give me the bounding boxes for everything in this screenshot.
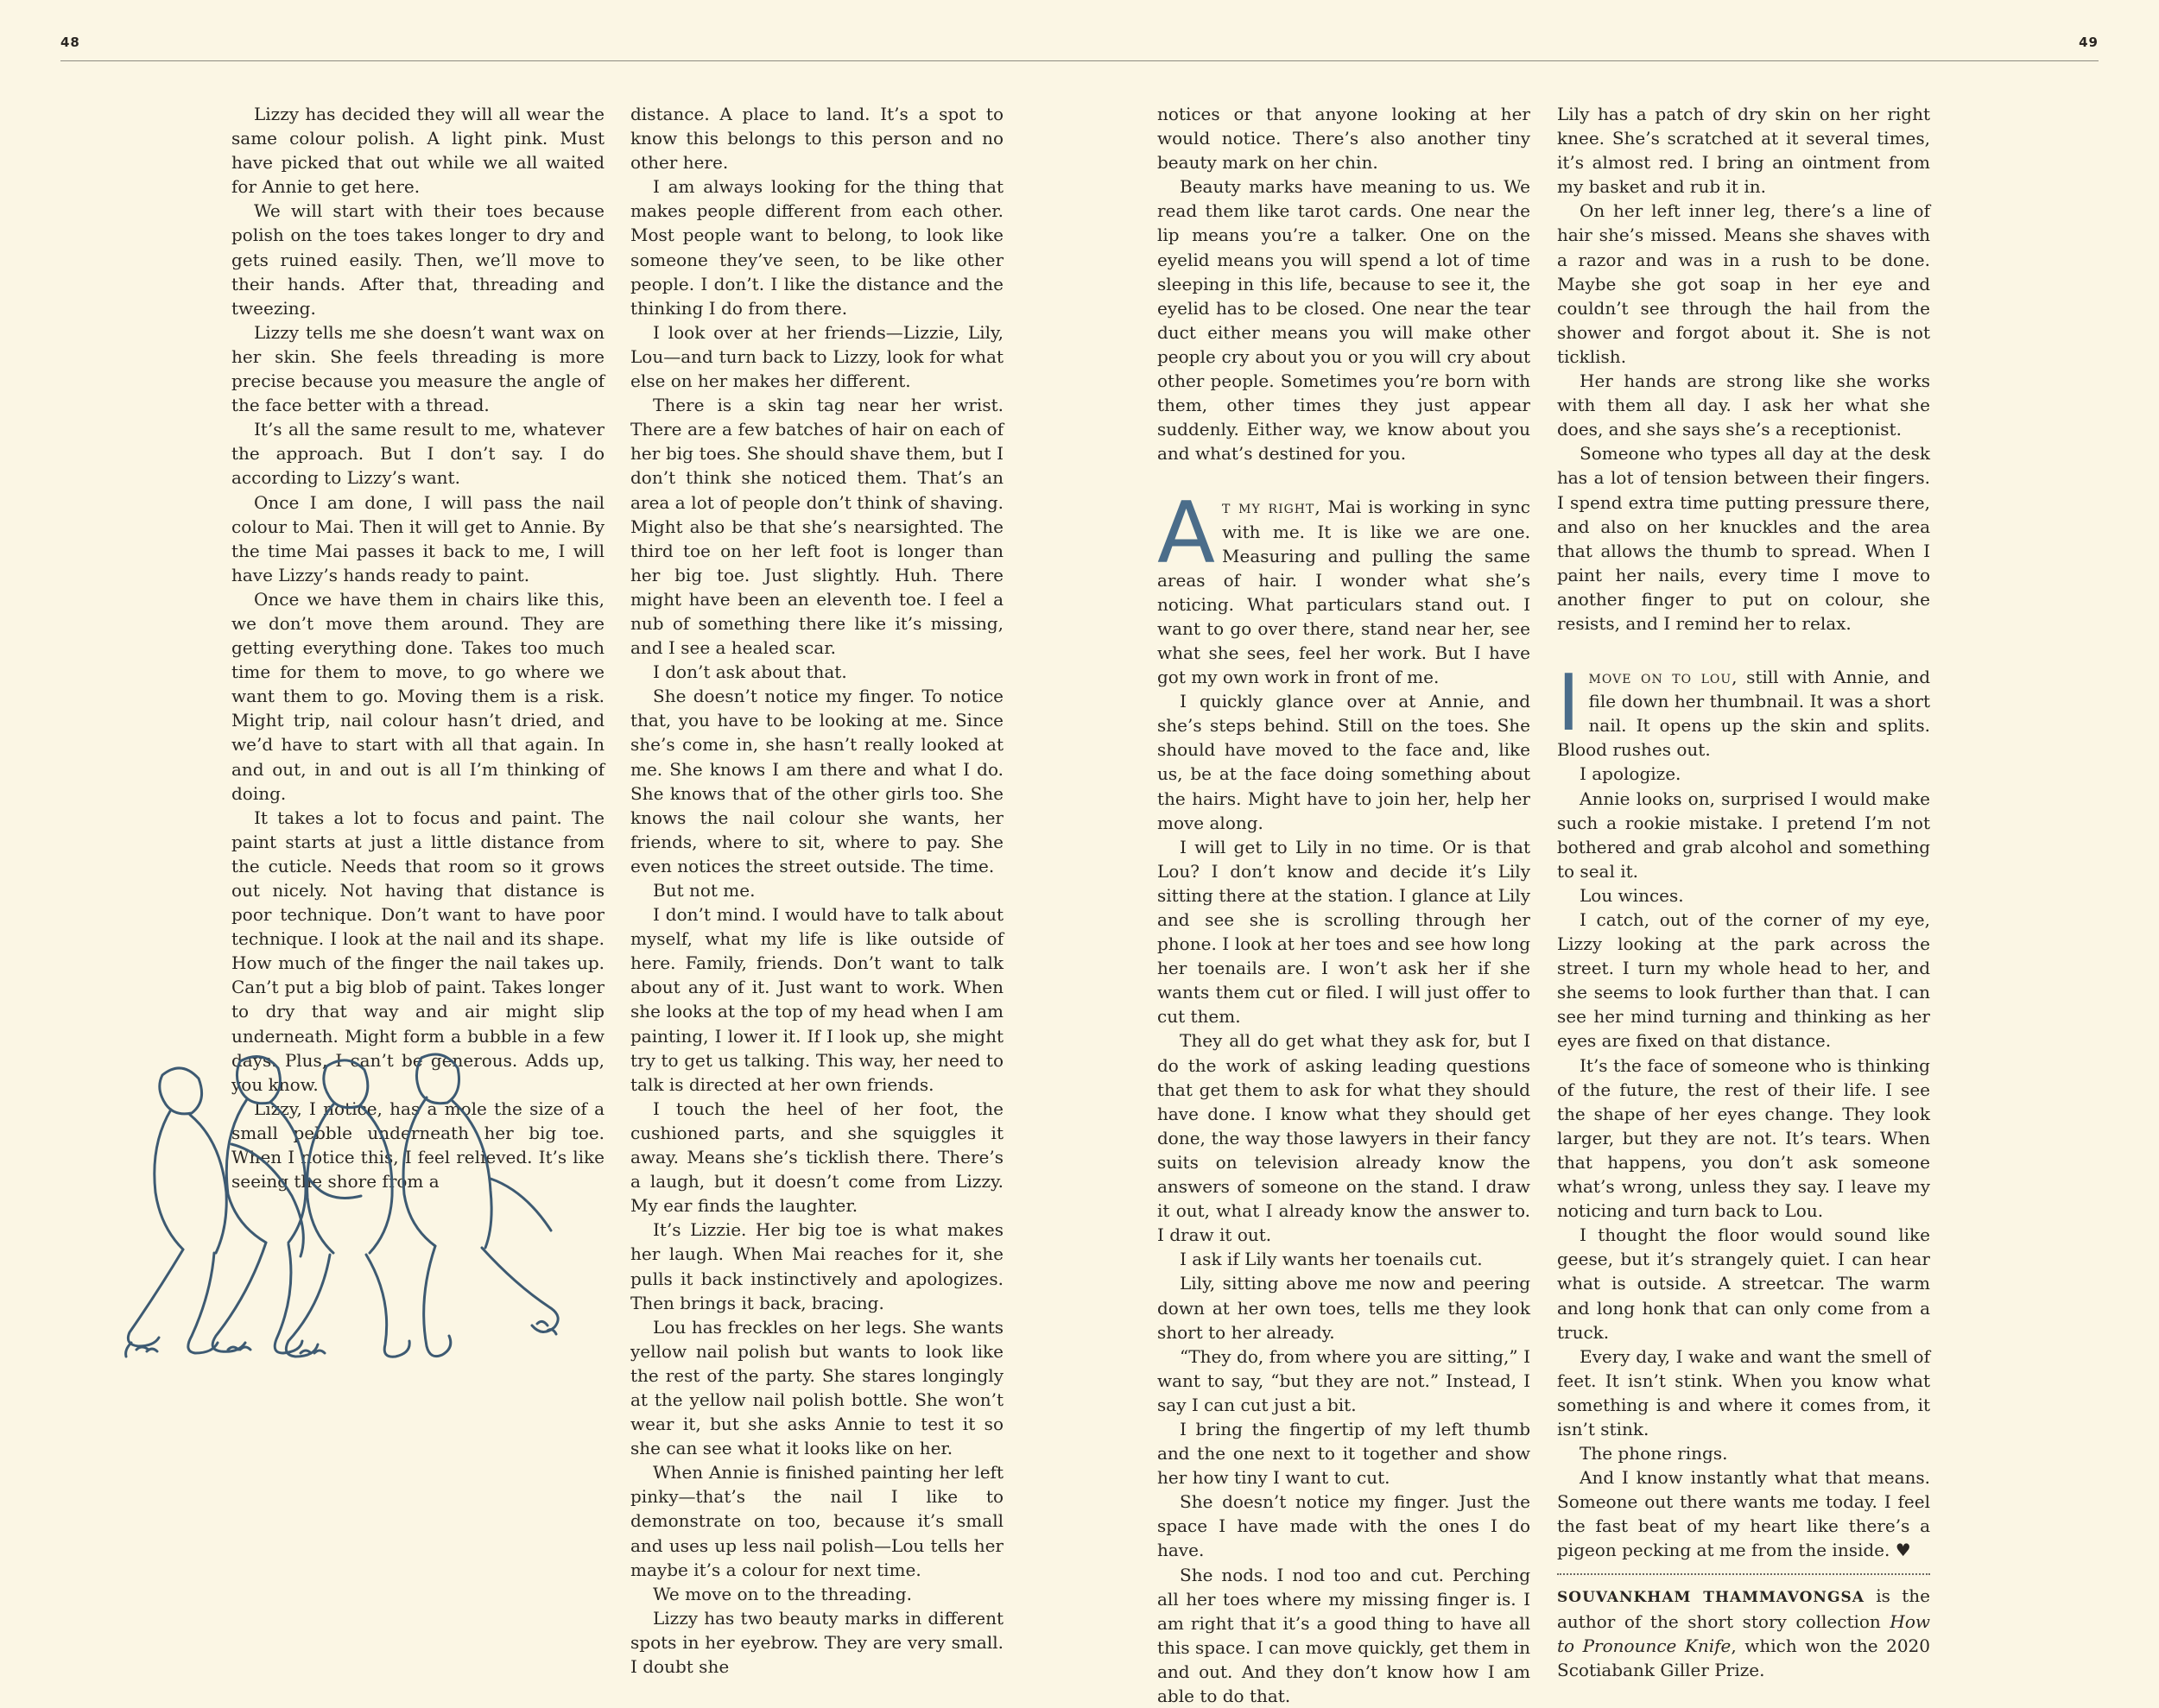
paragraph: They all do get what they ask for, but I do the work of asking leading questions that get them to ask for what they should have done. I know what they should get done, the way those lawyers in their fancy suits on television already know the answers of someone on the stand. I draw it out, what I already know the answer to. I draw it out. (1157, 1030, 1530, 1246)
paragraph: Lou has freckles on her legs. She wants yellow nail polish but wants to look like the rest of the party. She stares longingly at the yellow nail polish bottle. She won’t wear it, but she asks Annie to test it so she can see what it looks like on her. (630, 1316, 1004, 1459)
paragraph: Lily has a patch of dry skin on her right knee. She’s scratched at it several times, it’s almost red. I bring an ointment from my basket and rub it in. (1557, 104, 1930, 198)
paragraph: Once we have them in chairs like this, we don’t move them around. They are getting everything done. Takes too much time for them to move, to go where we want them to go. Moving them is a risk. Might trip, nail colour hasn’t dried, and we’d have to start with all that again. In and out, in and out is all I’m thinking of doing. (231, 588, 605, 804)
author-name: SOUVANKHAM THAMMAVONGSA (1557, 1588, 1865, 1606)
paragraph: Someone who types all day at the desk has a lot of tension between their fingers. I spend extra time putting pressure there, and also on her knuckles and the area that allows the thumb to spread. When I paint her nails, every time I move to another finger to put on colour, she resists, and I remind her to relax. (1557, 443, 1930, 634)
paragraph: Beauty marks have meaning to us. We read them like tarot cards. One near the lip means you’re a talker. One on the eyelid means you will spend a lot of time sleeping in this life, because to see it, the eyelid has to be closed. One near the tear duct either means you will make other people cry about you or you will cry about other people. Sometimes you’re born with them, other times they just appear suddenly. Either way, we know about you and what’s destined for you. (1157, 176, 1530, 465)
bio-text: , which won the 2020 Scotiabank Giller Prize. (1557, 1635, 1931, 1680)
paragraph: Lizzy has two beauty marks in different spots in her eyebrow. They are very small. I doubt she (630, 1607, 1004, 1677)
section-opening-paragraph (1557, 658, 1930, 762)
article-column-1 (231, 102, 605, 1193)
paragraph: I am always looking for the thing that makes people different from each other. Most people want to belong, to look like someone they’ve seen, to be like other people. I don’t. I like the distance and the thinking I do from there. (630, 176, 1004, 319)
paragraph: Her hands are strong like she works with them all day. I ask her what she does, and she says she’s a receptionist. (1557, 370, 1930, 440)
paragraph: And I know instantly what that means. Someone out there wants me today. I feel the fast beat of my heart like there’s a pigeon pecking at me from the inside. ♥ (1557, 1467, 1930, 1561)
women-line-illustration (111, 1049, 594, 1412)
paragraph: Every day, I wake and want the smell of feet. It isn’t stink. When you know what something is and where it comes from, it isn’t stink. (1557, 1345, 1930, 1439)
paragraph: I apologize. (1580, 763, 1681, 785)
paragraph: She nods. I nod too and cut. Perching all her toes where my missing finger is. I am right that it’s a good thing to have all this space. I can move quickly, get them in and out. And they don’t know how I am able to do that. (1157, 1564, 1530, 1706)
page-number-right: 49 (2079, 35, 2099, 50)
paragraph: But not me. (653, 880, 756, 901)
paragraph: I quickly glance over at Annie, and she’s steps behind. Still on the toes. She should have moved to the face and, like us, be at the face doing something about the hairs. Might have to join her, help her move along. (1157, 691, 1530, 833)
paragraph: There is a skin tag near her wrist. There are a few batches of hair on each of her big toes. She should shave them, but I don’t think she noticed them. That’s an area a lot of people don’t think of shaving. Might also be that she’s nearsighted. The third toe on her left foot is longer than her big toe. Just slightly. Huh. There might have been an eleventh toe. I feel a nub of something there like it’s missing, and I see a healed scar. (630, 395, 1004, 659)
paragraph: Once I am done, I will pass the nail colour to Mai. Then it will get to Annie. By the time Mai passes it back to me, I will have Lizzy’s hands ready to paint. (231, 491, 605, 585)
paragraph-text: still with Annie, and file down her thumbnail. It was a short nail. It opens up the skin and splits. Blood rushes out. (1557, 667, 1930, 761)
paragraph-text: Mai is working in sync with me. It is like we are one. Measuring and pulling the same areas of hair. I wonder what she’s noticing. What particulars stand out. I want to go over there, stand near her, see what she sees, feel her work. But I have got my own work in front of me. (1157, 497, 1530, 688)
header-rule (60, 60, 2099, 61)
page-number-left: 48 (60, 35, 80, 50)
paragraph: When Annie is finished painting her left pinky—that’s the nail I like to demonstrate on too, because it’s small and uses up less nail polish—Lou tells her maybe it’s a colour for next time. (630, 1462, 1004, 1580)
article-column-2 (630, 102, 1004, 1679)
paragraph: The phone rings. (1580, 1443, 1728, 1464)
paragraph: I catch, out of the corner of my eye, Lizzy looking at the park across the street. I turn my whole head to her, and she seems to look further than that. I can see her mind turning and thinking as her eyes are fixed on that distance. (1557, 909, 1930, 1052)
paragraph: It’s all the same result to me, whatever the approach. But I don’t say. I do according to Lizzy’s want. (231, 419, 605, 489)
section-opening-paragraph (1157, 484, 1530, 689)
drop-cap: A (1157, 484, 1216, 584)
paragraph: Lizzy, I notice, has a mole the size of a small pebble underneath her big toe. When I notice this, I feel relieved. It’s like seeing the shore from a (231, 1098, 605, 1192)
paragraph: I don’t ask about that. (653, 661, 847, 683)
author-bio (1557, 1584, 1930, 1682)
paragraph: She doesn’t notice my finger. To notice that, you have to be looking at me. Since she’s come in, she hasn’t really looked at me. She knows I am there and what I do. She knows that of the other girls too. She knows the nail colour she wants, her friends, where to sit, where to pay. She even notices the street outside. The time. (630, 686, 1004, 876)
paragraph: It takes a lot to focus and paint. The paint starts at just a little distance from the cuticle. Needs that room so it grows out nicely. Not having that distance is poor technique. Don’t want to have poor technique. I look at the nail and its shape. How much of the finger the nail takes up. Can’t put a big blob of paint. Takes longer to dry that way and air might slip underneath. Might form a bubble in a few days. Plus, I can’t be generous. Adds up, you know. (231, 807, 605, 1095)
small-caps-lead: move on to lou, (1588, 667, 1738, 688)
article-column-3 (1157, 102, 1530, 1708)
paragraph: We will start with their toes because polish on the toes takes longer to dry and gets ruined easily. Then, we’ll move to their hands. After that, threading and tweezing. (231, 200, 605, 319)
bio-divider (1557, 1573, 1930, 1575)
paragraph: I don’t mind. I would have to talk about myself, what my life is like outside of here. Family, friends. Don’t want to talk about any of it. Just want to work. When she looks at the top of my head when I am painting, I lower it. If I look up, she might try to get us talking. This way, her need to talk is directed at her own friends. (630, 904, 1004, 1095)
paragraph: distance. A place to land. It’s a spot to know this belongs to this person and no other here. (630, 104, 1004, 174)
paragraph: I touch the heel of her foot, the cushioned parts, and she squiggles it away. Means she’s ticklish there. There’s a laugh, but it doesn’t come from Lizzy. My ear finds the laughter. (630, 1098, 1004, 1217)
drop-cap: I (1557, 658, 1580, 750)
paragraph: She doesn’t notice my finger. Just the space I have made with the ones I do have. (1157, 1491, 1530, 1561)
paragraph: I look over at her friends—Lizzie, Lily, Lou—and turn back to Lizzy, look for what else on her makes her different. (630, 321, 1004, 392)
article-column-4 (1557, 102, 1930, 1682)
book-title: How to Pronounce Knife (1557, 1610, 1930, 1656)
bio-text: is the author of the short story collection (1557, 1585, 1930, 1632)
paragraph: Lizzy tells me she doesn’t want wax on her skin. She feels threading is more precise because you measure the angle of the face better with a thread. (231, 321, 605, 416)
paragraph: notices or that anyone looking at her would notice. There’s also another tiny beauty mark on her chin. (1157, 104, 1530, 174)
paragraph: I thought the floor would sound like geese, but it’s strangely quiet. I can hear what is outside. A streetcar. The warm and long honk that can only come from a truck. (1557, 1224, 1930, 1343)
paragraph: “They do, from where you are sitting,” I want to say, “but they are not.” Instead, I say I can cut just a bit. (1157, 1345, 1530, 1415)
paragraph: It’s the face of someone who is thinking of the future, the rest of their life. I see the shape of her eyes change. They look larger, but they are not. It’s tears. When that happens, you don’t ask someone what’s wrong, unless they say. I leave my noticing and turn back to Lou. (1557, 1054, 1930, 1222)
small-caps-lead: t my right, (1222, 497, 1321, 518)
paragraph: Lizzy has decided they will all wear the same colour polish. A light pink. Must have picked that out while we all waited for Annie to get here. (231, 104, 605, 198)
paragraph: On her left inner leg, there’s a line of hair she’s missed. Means she shaves with a razor and was in a rush to be done. Maybe she got soap in her eye and couldn’t see through the hail from the shower and forgot about it. She is not ticklish. (1557, 200, 1930, 367)
paragraph: We move on to the threading. (653, 1583, 912, 1604)
paragraph: I ask if Lily wants her toenails cut. (1180, 1249, 1483, 1270)
paragraph: I bring the fingertip of my left thumb and the one next to it together and show her how tiny I want to cut. (1157, 1418, 1530, 1489)
paragraph: Lou winces. (1580, 884, 1684, 906)
paragraph: I will get to Lily in no time. Or is that Lou? I don’t know and decide it’s Lily sitting there at the station. I glance at Lily and see she is scrolling through her phone. I look at her toes and see how long her toenails are. I won’t ask her if she wants them cut or filed. I will just offer to cut them. (1157, 836, 1530, 1028)
paragraph: Lily, sitting above me now and peering down at her own toes, tells me they look short to her already. (1157, 1273, 1530, 1343)
paragraph: It’s Lizzie. Her big toe is what makes her laugh. When Mai reaches for it, she pulls it back instinctively and apologizes. Then brings it back, bracing. (630, 1219, 1004, 1313)
paragraph: Annie looks on, surprised I would make such a rookie mistake. I pretend I’m not bothered and grab alcohol and something to seal it. (1557, 788, 1930, 882)
